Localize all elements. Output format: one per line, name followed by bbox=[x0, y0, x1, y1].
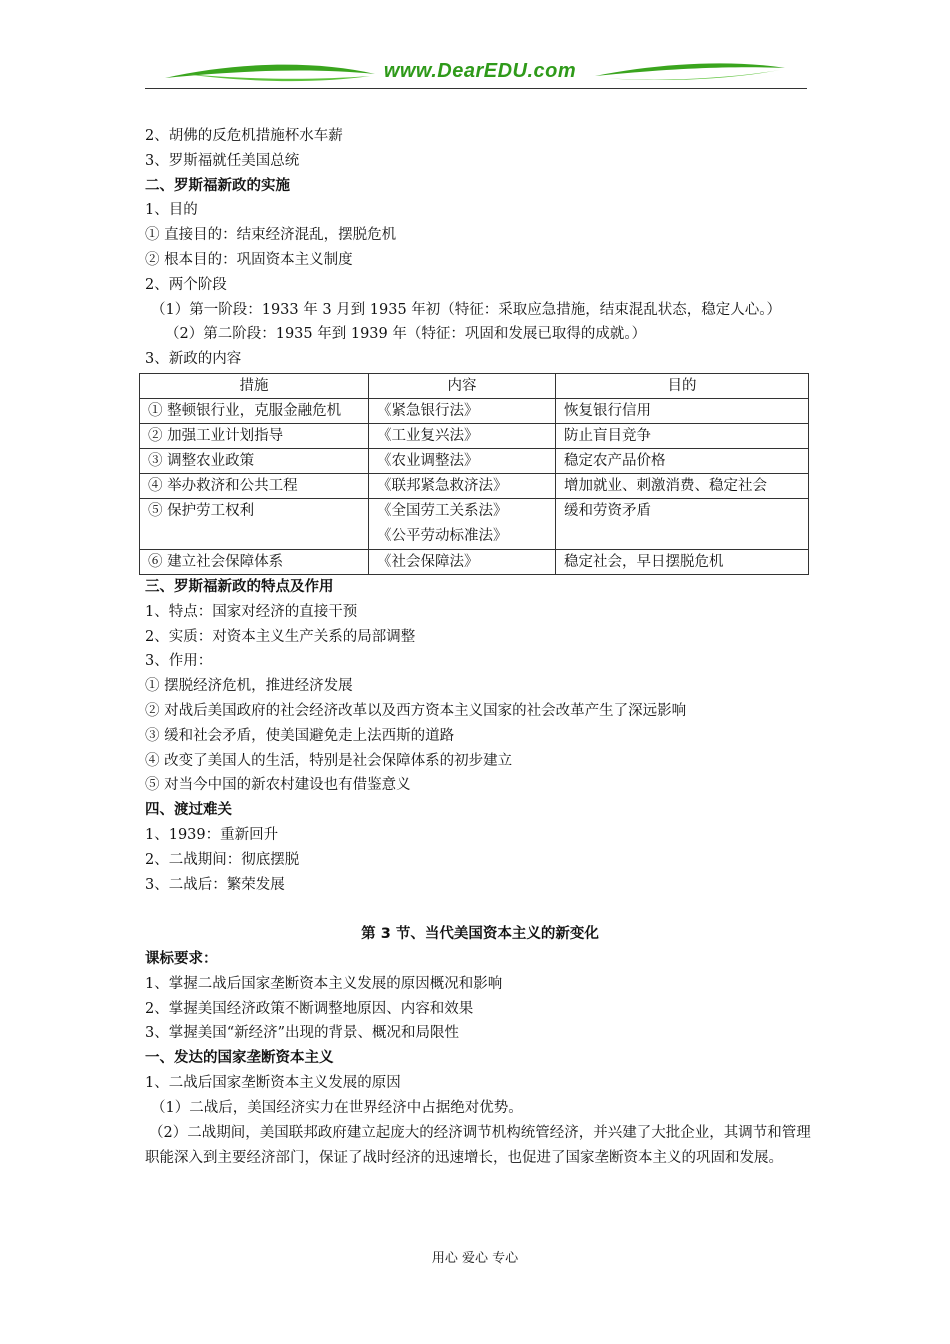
table-row bbox=[140, 398, 809, 423]
text-line: （1）第一阶段：1933 年 3 月到 1935 年初（特征：采取应急措施，结束混乱状态，稳定人心。） bbox=[151, 301, 782, 318]
text-line: ④ 改变了美国人的生活，特别是社会保障体系的初步建立 bbox=[145, 752, 513, 769]
table-cell: ① 整顿银行业，克服金融危机 bbox=[140, 398, 369, 423]
table-cell: ⑤ 保护劳工权利 bbox=[140, 498, 369, 549]
table-cell: 增加就业、刺激消费、稳定社会 bbox=[556, 473, 809, 498]
table-header-cell: 目的 bbox=[556, 373, 809, 398]
text-line: ② 对战后美国政府的社会经济改革以及西方资本主义国家的社会改革产生了深远影响 bbox=[145, 702, 687, 719]
site-logo-text: www.DearEDU.com bbox=[383, 60, 577, 82]
table-cell: 《社会保障法》 bbox=[369, 549, 556, 574]
table-cell: ② 加强工业计划指导 bbox=[140, 423, 369, 448]
text-line: ① 直接目的：结束经济混乱，摆脱危机 bbox=[145, 227, 397, 244]
text-line: ② 根本目的：巩固资本主义制度 bbox=[145, 251, 353, 268]
table-row bbox=[140, 423, 809, 448]
header-divider bbox=[145, 88, 807, 89]
paragraph: （2）二战期间，美国联邦政府建立起庞大的经济调节机构统管经济，并兴建了大批企业，其调节和管理职能深入到主要经济部门，保证了战时经济的迅速增长，也促进了国家垄断资本主义的巩固和发展。 bbox=[145, 1124, 811, 1166]
text-line: ③ 缓和社会矛盾，使美国避免走上法西斯的道路 bbox=[145, 727, 455, 744]
text-line: 3、作用： bbox=[145, 653, 213, 670]
section-heading: 二、罗斯福新政的实施 bbox=[145, 177, 290, 194]
text-line: 1、二战后国家垄断资本主义发展的原因 bbox=[145, 1074, 401, 1091]
site-header bbox=[145, 58, 807, 90]
text-line: 2、胡佛的反危机措施杯水车薪 bbox=[145, 128, 343, 144]
table-cell: 稳定社会，早日摆脱危机 bbox=[556, 549, 809, 574]
table-cell: 稳定农产品价格 bbox=[556, 448, 809, 473]
text-line: 1、特点：国家对经济的直接干预 bbox=[145, 603, 358, 620]
table-cell: ⑥ 建立社会保障体系 bbox=[140, 549, 369, 574]
text-line: 3、罗斯福就任美国总统 bbox=[145, 152, 300, 169]
table-cell: 恢复银行信用 bbox=[556, 398, 809, 423]
table-header-cell: 措施 bbox=[140, 373, 369, 398]
text-line: 1、1939：重新回升 bbox=[145, 826, 279, 843]
table-cell: 缓和劳资矛盾 bbox=[556, 498, 809, 549]
text-line: 1、掌握二战后国家垄断资本主义发展的原因概况和影响 bbox=[145, 975, 503, 992]
table-cell-line: 《全国劳工关系法》 bbox=[377, 502, 508, 519]
spacer bbox=[145, 897, 815, 922]
table-cell: ③ 调整农业政策 bbox=[140, 448, 369, 473]
section-heading: 四、渡过难关 bbox=[145, 802, 232, 819]
text-line: ① 摆脱经济危机，推进经济发展 bbox=[145, 678, 353, 695]
text-line: （1）二战后，美国经济实力在世界经济中占据绝对优势。 bbox=[151, 1099, 523, 1116]
table-row bbox=[140, 549, 809, 574]
table-cell: 《联邦紧急救济法》 bbox=[369, 473, 556, 498]
text-line: 3、掌握美国“新经济”出现的背景、概况和局限性 bbox=[145, 1025, 460, 1042]
table-row bbox=[140, 498, 809, 549]
table-cell: 防止盲目竞争 bbox=[556, 423, 809, 448]
table-header-row bbox=[140, 373, 809, 398]
text-line: 2、两个阶段 bbox=[145, 276, 227, 293]
new-deal-table bbox=[139, 373, 809, 575]
chapter-title: 第 3 节、当代美国资本主义的新变化 bbox=[361, 926, 599, 943]
text-line: （2）第二阶段：1935 年到 1939 年（特征：巩固和发展已取得的成就。） bbox=[165, 326, 647, 343]
section-heading: 三、罗斯福新政的特点及作用 bbox=[145, 578, 334, 595]
text-line: ⑤ 对当今中国的新农村建设也有借鉴意义 bbox=[145, 777, 411, 794]
table-cell: 《工业复兴法》 bbox=[369, 423, 556, 448]
table-cell: 《农业调整法》 bbox=[369, 448, 556, 473]
table-cell-line: 《公平劳动标准法》 bbox=[377, 527, 508, 544]
table-cell bbox=[369, 498, 556, 549]
table-cell: 《紧急银行法》 bbox=[369, 398, 556, 423]
table-row bbox=[140, 473, 809, 498]
text-line: 3、二战后：繁荣发展 bbox=[145, 876, 285, 893]
table-row bbox=[140, 448, 809, 473]
requirements-heading: 课标要求： bbox=[145, 950, 218, 967]
page-footer: 用心 爱心 专心 bbox=[431, 1251, 519, 1266]
table-header-cell: 内容 bbox=[369, 373, 556, 398]
text-line: 2、掌握美国经济政策不断调整地原因、内容和效果 bbox=[145, 1000, 474, 1017]
text-line: 2、实质：对资本主义生产关系的局部调整 bbox=[145, 628, 416, 645]
section-heading: 一、发达的国家垄断资本主义 bbox=[145, 1050, 334, 1067]
text-line: 2、二战期间：彻底摆脱 bbox=[145, 851, 300, 868]
text-line: 1、目的 bbox=[145, 202, 198, 219]
document-body bbox=[145, 124, 815, 1171]
table-cell: ④ 举办救济和公共工程 bbox=[140, 473, 369, 498]
text-line: 3、新政的内容 bbox=[145, 351, 242, 368]
